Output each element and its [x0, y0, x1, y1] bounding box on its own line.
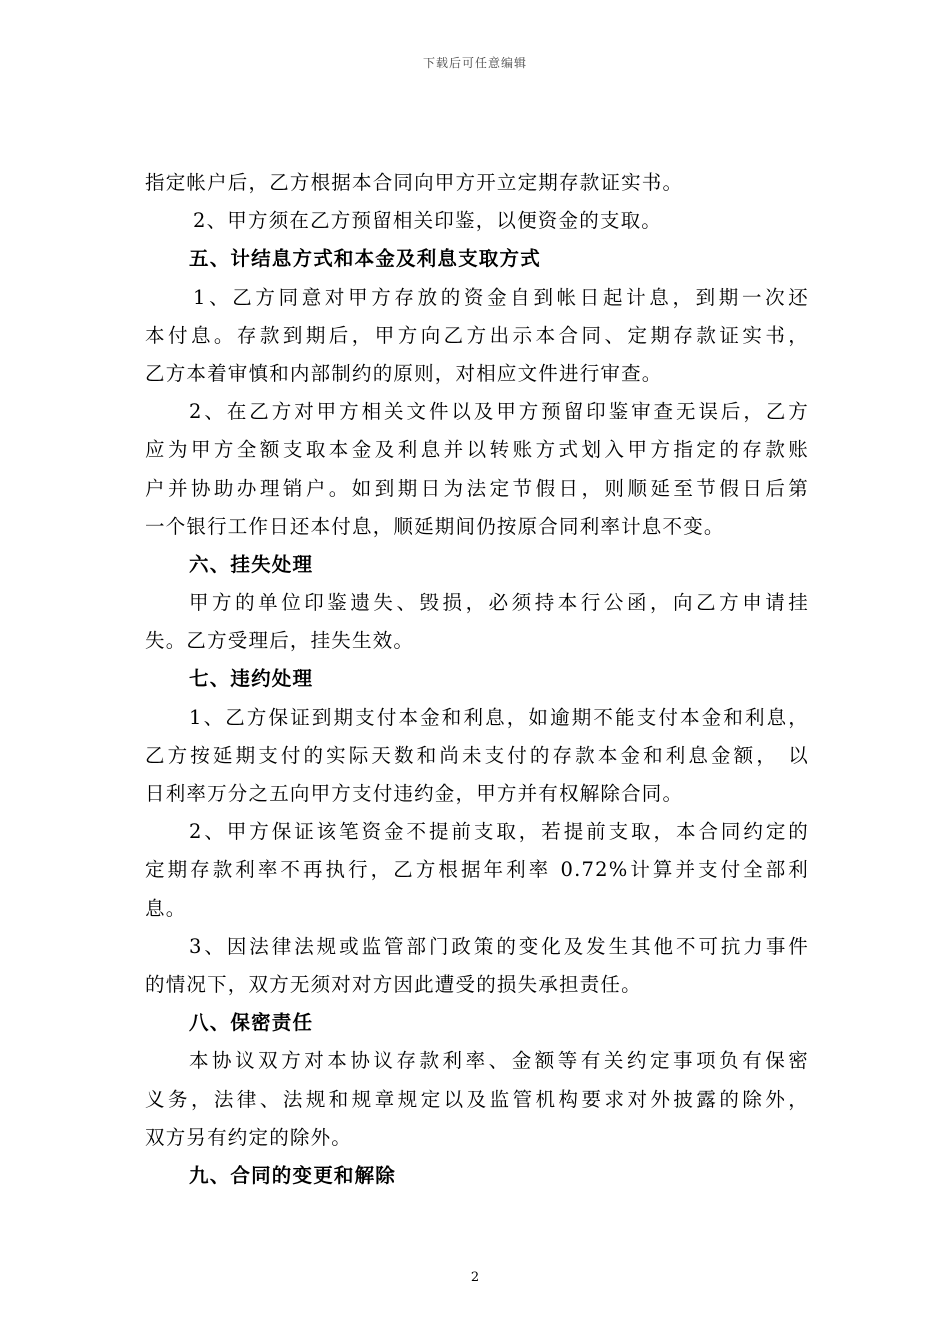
paragraph-line: 2、甲方须在乙方预留相关印鉴，以便资金的支取。	[193, 209, 663, 233]
paragraph-line: 本协议双方对本协议存款利率、金额等有关约定事项负有保密	[189, 1049, 809, 1073]
section-heading: 五、计结息方式和本金及利息支取方式	[189, 247, 541, 271]
paragraph-line: 义务，法律、法规和规章规定以及监管机构要求对外披露的除外，	[145, 1087, 809, 1111]
section-heading: 七、违约处理	[189, 667, 314, 691]
page-number: 2	[470, 1270, 480, 1285]
paragraph-line: 指定帐户后，乙方根据本合同向甲方开立定期存款证实书。	[145, 171, 684, 194]
section-heading: 九、合同的变更和解除	[189, 1163, 397, 1187]
paragraph-line: 甲方的单位印鉴遗失、毁损，必须持本行公函，向乙方申请挂	[189, 591, 809, 615]
paragraph-line: 一个银行工作日还本付息，顺延期间仍按原合同利率计息不变。	[145, 514, 725, 538]
paragraph-line: 1、乙方保证到期支付本金和利息，如逾期不能支付本金和利息，	[189, 705, 809, 729]
paragraph-line: 日利率万分之五向甲方支付违约金，甲方并有权解除合同。	[145, 782, 684, 805]
paragraph-line: 2、甲方保证该笔资金不提前支取，若提前支取，本合同约定的	[189, 820, 809, 844]
paragraph-line: 的情况下，双方无须对对方因此遭受的损失承担责任。	[145, 972, 642, 996]
paragraph-line: 应为甲方全额支取本金及利息并以转账方式划入甲方指定的存款账	[145, 438, 809, 462]
paragraph-line: 1、乙方同意对甲方存放的资金自到帐日起计息，到期一次还	[193, 285, 809, 309]
page-header: 下载后可任意编辑	[422, 56, 527, 70]
paragraph-line: 息。	[145, 896, 187, 920]
paragraph-line: 乙方本着审慎和内部制约的原则，对相应文件进行审查。	[145, 361, 663, 385]
paragraph-line: 2、在乙方对甲方相关文件以及甲方预留印鉴审查无误后，乙方	[189, 400, 809, 424]
document-body	[145, 164, 809, 1195]
paragraph-line: 双方另有约定的除外。	[145, 1125, 353, 1149]
paragraph-line: 定期存款利率不再执行，乙方根据年利率 0.72%计算并支付全部利	[145, 858, 809, 882]
paragraph-line: 乙方按延期支付的实际天数和尚未支付的存款本金和利息金额， 以	[145, 743, 809, 767]
section-heading: 六、挂失处理	[189, 552, 314, 576]
paragraph-line: 失。乙方受理后，挂失生效。	[145, 629, 415, 653]
section-heading: 八、保密责任	[189, 1011, 314, 1035]
paragraph-line: 3、因法律法规或监管部门政策的变化及发生其他不可抗力事件	[189, 934, 809, 958]
paragraph-line: 户并协助办理销户。如到期日为法定节假日，则顺延至节假日后第	[145, 476, 809, 500]
paragraph-line: 本付息。存款到期后，甲方向乙方出示本合同、定期存款证实书，	[145, 323, 809, 347]
